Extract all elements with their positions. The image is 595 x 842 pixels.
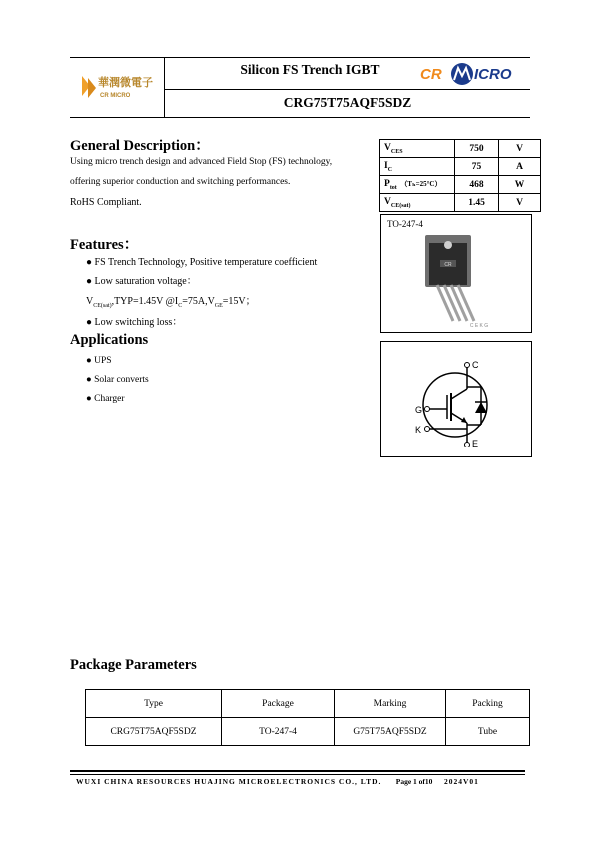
spec-value: 1.45 [455,194,499,212]
column-header-package: Package [222,690,335,718]
terminal-g-label: G [415,405,423,415]
spec-unit: V [499,194,541,212]
application-item: ● UPS [86,356,112,366]
header-middle-rule [165,89,530,90]
column-header-type: Type [86,690,222,718]
spec-value: 468 [455,176,499,194]
package-pin-labels: C E K G [469,323,489,329]
feature-item-3: ● Low switching loss： [86,317,183,328]
document-title: Silicon FS Trench IGBT [240,62,380,77]
spec-unit: A [499,158,541,176]
package-parameters-table [85,689,530,746]
header-top-rule [70,57,530,58]
to247-package-icon [421,233,496,329]
spec-row [380,176,541,194]
application-item: ● Charger [86,394,125,404]
svg-text:CR: CR [420,66,442,83]
igbt-schematic-box [380,341,532,457]
column-header-marking: Marking [335,690,446,718]
feature-item-2: ● Low saturation voltage： [86,276,197,287]
spec-row [380,194,541,212]
column-header-packing: Packing [446,690,530,718]
page-footer [76,777,479,786]
spec-unit: V [499,140,541,158]
table-header-row [86,690,530,718]
applications-heading: Applications [70,332,149,348]
logo-chinese-name: 華潤微電子 [98,76,153,89]
spec-symbol: $V_{CE(sat)}$ [380,194,455,212]
feature-item-1: ● FS Trench Technology, Positive temperature coefficient [86,257,318,268]
spec-symbol: $P_{tot}$ （Tₕ=25°C） [380,176,455,194]
spec-value: 750 [455,140,499,158]
package-image-box [380,214,532,333]
footer-company: WUXI CHINA RESOURCES HUAJING MICROELECTRONICS CO., LTD. [76,777,382,786]
header-bottom-rule [70,117,530,118]
features-heading: Features： [70,237,139,253]
cell-packing: Tube [446,718,530,746]
cell-marking: G75T75AQF5SDZ [335,718,446,746]
package-image-label: TO-247-4 [387,219,423,229]
svg-text:ICRO: ICRO [474,66,512,83]
spec-symbol: $I_C$ [380,158,455,176]
spec-unit: W [499,176,541,194]
terminal-k-label: K [415,425,422,435]
terminal-e-label: E [472,439,479,447]
table-row [86,718,530,746]
igbt-symbol-icon [409,357,509,447]
cell-package: TO-247-4 [222,718,335,746]
package-chip-mark: CR [444,262,452,268]
spec-row [380,158,541,176]
rohs-statement: RoHS Compliant. [70,197,142,208]
general-description-heading: General Description： [70,138,210,154]
package-parameters-heading: Package Parameters [70,657,197,673]
spec-row [380,140,541,158]
part-number: CRG75T75AQF5SDZ [283,95,412,110]
logo-english-name: CR MICRO [100,93,131,99]
application-item: ● Solar converts [86,375,149,385]
footer-rule-thin [70,774,525,775]
description-line-1: Using micro trench design and advanced Field Stop (FS) technology, [70,157,333,167]
terminal-c-label: C [472,360,479,370]
description-line-2: offering superior conduction and switching performances. [70,177,291,187]
cell-type: CRG75T75AQF5SDZ [86,718,222,746]
crmicro-brand-logo [418,60,518,88]
spec-symbol: $V_{CES}$ [380,140,455,158]
footer-page-number: Page 1 of10 [395,777,433,786]
saturation-voltage-line: $V_{CE(sat)},TYP=1.45V$ $@I_C=75A,V_{GE}=15V$； [86,296,256,309]
footer-version: 2024V01 [443,777,479,786]
key-specs-table [379,139,541,212]
footer-rule-thick [70,770,525,772]
spec-value: 75 [455,158,499,176]
